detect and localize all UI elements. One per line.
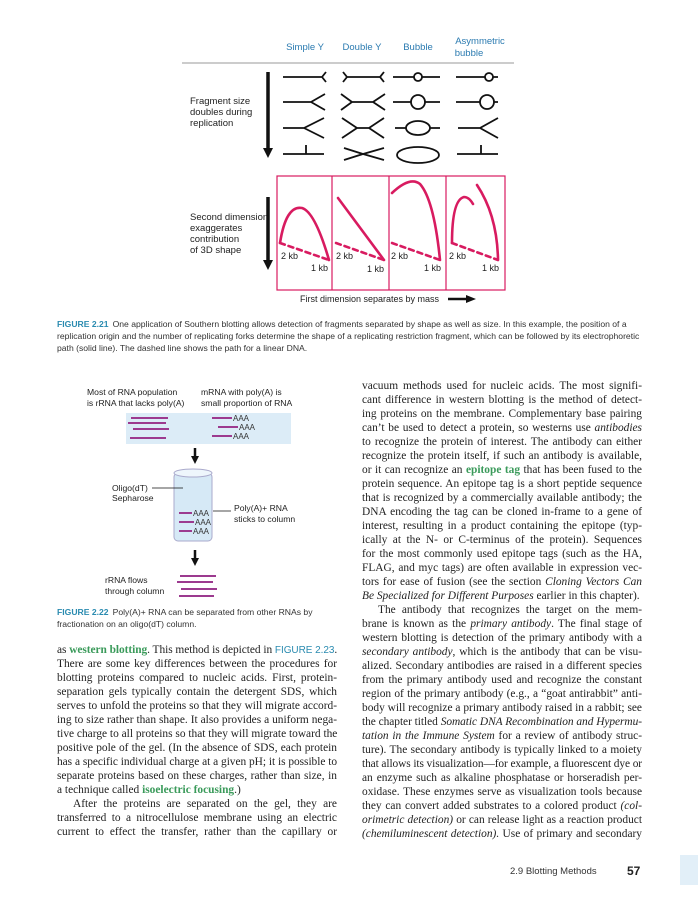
text-span: positive pole of the gel. (In the absence of SDS, each protein xyxy=(57,742,337,754)
key-term: western blotting xyxy=(69,644,148,656)
italic-text: Be Specialized for Different Purposes xyxy=(362,590,534,602)
text-line xyxy=(362,659,642,673)
italic-text: Cloning Vectors Can xyxy=(545,576,642,588)
text-line xyxy=(362,673,642,687)
text-span: serves to unfold the proteins so that they will migrate accord- xyxy=(57,700,337,712)
text-span: that allows its visualization—for example, a fluorescent dye or xyxy=(362,758,642,770)
text-span: protein sequence. An epitope tag is a short peptide sequence xyxy=(362,478,642,490)
text-span: region of the primary antibody (e.g., a “goat antirabbit” anti- xyxy=(362,688,642,700)
key-term: isoelectric focusing xyxy=(142,784,235,796)
text-line xyxy=(362,785,642,799)
text-span: brane is known as the xyxy=(362,618,471,630)
svg-text:Sepharose: Sepharose xyxy=(112,493,154,503)
label-1kb: 1 kb xyxy=(424,263,442,273)
text-span: blotting proteins compared to nucleic acids. First, protein- xyxy=(57,672,337,684)
replication-shapes xyxy=(283,72,498,163)
rrna-population-label: Most of RNA population xyxy=(87,387,178,397)
oligo-dt-label: Oligo(dT) xyxy=(112,483,148,493)
text-line xyxy=(362,687,642,701)
fragment-size-label xyxy=(190,96,252,129)
polya-tail: AAA xyxy=(193,527,210,536)
text-span: recognize the protein itself, if such an antibody is available, xyxy=(362,450,642,462)
text-line xyxy=(362,631,642,645)
text-line xyxy=(57,643,337,657)
text-span: . This method is depicted in xyxy=(147,644,275,656)
text-span: for a review of antibody struc- xyxy=(494,730,642,742)
svg-text:of 3D shape: of 3D shape xyxy=(190,245,242,256)
text-span: ture). The secondary antibody is typically linked to a moiety xyxy=(362,744,642,756)
text-span: .) xyxy=(234,784,241,796)
text-line xyxy=(57,769,337,783)
text-span: interest, resulting in a product containing the epitope (typ- xyxy=(362,520,642,532)
down-arrow-icon xyxy=(191,550,199,566)
text-span: tive charge to all proteins so that they will migrate toward the xyxy=(57,728,338,740)
text-span: an enzyme such as alkaline phosphatase or horseradish per- xyxy=(362,772,642,784)
text-span: as xyxy=(57,644,70,656)
text-span: the chapter titled xyxy=(362,716,441,728)
text-span: they can convert added substrates to a colored product xyxy=(362,800,621,812)
text-line xyxy=(362,799,642,813)
text-span: to recognize the protein of interest. The antibody can either xyxy=(362,436,642,448)
label-1kb: 1 kb xyxy=(482,263,500,273)
text-line xyxy=(362,617,642,631)
text-span: earlier in this chapter). xyxy=(533,590,640,602)
label-2kb: 2 kb xyxy=(281,251,299,261)
text-span: western blotting is detection of the primary antibody with a xyxy=(362,632,642,644)
text-line xyxy=(362,519,642,533)
text-line xyxy=(57,797,337,811)
italic-text: (col- xyxy=(620,800,642,812)
italic-text: secondary antibody xyxy=(362,646,453,658)
text-span: Use of primary and secondary xyxy=(499,828,642,840)
key-term: epitope tag xyxy=(465,464,521,476)
text-line xyxy=(362,729,642,743)
label-1kb: 1 kb xyxy=(367,264,385,274)
figure-2-21-diagram xyxy=(0,0,698,310)
text-line xyxy=(362,743,642,757)
text-line xyxy=(57,825,337,839)
svg-text:sticks to column: sticks to column xyxy=(234,514,296,524)
column-label-simple-y: Simple Y xyxy=(286,42,324,53)
text-span: separate proteins based on these charges, rather than size, in xyxy=(57,770,337,782)
figure-label: FIGURE 2.22 xyxy=(57,607,109,617)
italic-text: antibodies xyxy=(594,422,642,434)
text-span: . The final stage of xyxy=(551,618,642,630)
text-span: or can release light as a reaction product xyxy=(453,814,642,826)
figure-reference-link[interactable]: FIGURE 2.23 xyxy=(274,645,335,656)
polya-tail: AAA xyxy=(233,414,250,423)
figure-2-22-diagram xyxy=(0,380,350,610)
italic-text: tation in the Immune System xyxy=(362,730,495,742)
text-line xyxy=(362,701,642,715)
text-span: . xyxy=(334,644,338,656)
figure-2-22-caption xyxy=(57,606,327,630)
polya-tail: AAA xyxy=(193,509,210,518)
second-dimension-label xyxy=(190,212,268,256)
text-span: from the primary antibody used and recognize the constant xyxy=(362,674,642,686)
text-line xyxy=(362,575,642,589)
body-text-right-column xyxy=(362,379,642,841)
footer-section-title: 2.9 Blotting Methods xyxy=(510,866,597,877)
svg-text:is rRNA that lacks poly(A): is rRNA that lacks poly(A) xyxy=(87,398,185,408)
text-line xyxy=(57,671,337,685)
rrna-strands xyxy=(177,576,217,596)
text-span: ing proteins on the membrane. Complementary base pairing xyxy=(362,408,642,420)
column-label-bubble-2: bubble xyxy=(454,48,484,59)
down-arrow-icon xyxy=(263,72,273,158)
text-line xyxy=(362,407,642,421)
text-line xyxy=(57,755,337,769)
polya-tail: AAA xyxy=(195,518,212,527)
polya-sticks-label: Poly(A)+ RNA xyxy=(234,503,288,513)
gel-panels xyxy=(277,176,505,290)
text-line xyxy=(362,561,642,575)
text-span: oxidase. These enzymes serve as visualization tools because xyxy=(362,786,642,798)
page-tab-marker xyxy=(680,855,698,885)
body-text-left-column xyxy=(57,643,337,839)
text-line xyxy=(362,771,642,785)
text-span: current to effect the transfer, rather than the capillary or xyxy=(57,826,337,838)
text-line xyxy=(57,657,337,671)
text-span: ing to size rather than shape. It also provides a uniform nega- xyxy=(57,714,337,726)
text-span: that is recognized by a commercially available antibody; the xyxy=(362,492,642,504)
text-span: There are some key differences between the procedures for xyxy=(57,658,337,670)
text-line xyxy=(362,505,642,519)
text-span: has a specific individual charge at a given pH; it is possible to xyxy=(57,756,337,768)
text-span: a technique called xyxy=(57,784,143,796)
label-2kb: 2 kb xyxy=(449,251,467,261)
column-label-bubble: Bubble xyxy=(403,42,433,53)
svg-text:small proportion of RNA: small proportion of RNA xyxy=(201,398,293,408)
text-span: ically at the N- or C-terminus of the protein). Sequences xyxy=(362,534,642,546)
svg-text:Second dimension: Second dimension xyxy=(190,212,269,223)
column-label-asymmetric: Asymmetric xyxy=(455,36,505,47)
label-2kb: 2 kb xyxy=(391,251,409,261)
text-span: that has been fused to the xyxy=(520,464,642,476)
text-line xyxy=(362,435,642,449)
text-line xyxy=(362,827,642,841)
down-arrow-icon xyxy=(263,197,273,270)
text-line xyxy=(362,603,642,617)
svg-text:replication: replication xyxy=(190,118,234,129)
italic-text: (chemiluminescent detection). xyxy=(362,828,500,840)
svg-text:through column: through column xyxy=(105,586,165,596)
label-2kb: 2 kb xyxy=(336,251,354,261)
rrna-flows-label: rRNA flows xyxy=(105,575,148,585)
polya-tail: AAA xyxy=(233,432,250,441)
text-span: The antibody that recognizes the target on the mem- xyxy=(378,604,642,616)
caption-text: One application of Southern blotting allows detection of fragments separated by shape as well as size. In this example, the position of a replication origin and the number of replicating forks determine the shape of a replicating restriction fragment, which can be followed by its electrophoretic path (solid line). The dashed line shows the path for a linear DNA. xyxy=(57,319,640,353)
text-line xyxy=(362,757,642,771)
text-span: separation gels typically contain the detergent SDS, which xyxy=(57,686,337,698)
text-span: vacuum methods used for nucleic acids. The most signifi- xyxy=(362,380,642,392)
text-span: body will recognize a primary antibody raised in a rabbit; see xyxy=(362,702,642,714)
text-line xyxy=(57,699,337,713)
mrna-proportion-label: mRNA with poly(A) is xyxy=(201,387,282,397)
text-span: After the proteins are separated on the gel, they are xyxy=(73,798,337,810)
italic-text: primary antibody xyxy=(470,618,552,630)
text-line xyxy=(57,741,337,755)
text-line xyxy=(362,379,642,393)
column-label-double-y: Double Y xyxy=(342,42,382,53)
text-line xyxy=(362,645,642,659)
text-line xyxy=(57,783,337,797)
svg-text:doubles during: doubles during xyxy=(190,107,253,118)
text-line xyxy=(57,713,337,727)
svg-text:Fragment size: Fragment size xyxy=(190,96,251,107)
italic-text: orimetric detection) xyxy=(362,814,454,826)
first-dimension-label: First dimension separates by mass xyxy=(300,294,440,304)
text-line xyxy=(362,477,642,491)
text-line xyxy=(362,715,642,729)
text-line xyxy=(362,393,642,407)
text-span: for the most commonly used epitope tags (such as the HA, xyxy=(362,548,642,560)
text-span: tors for ease of fusion (see the section xyxy=(362,576,546,588)
caption-text: Poly(A)+ RNA can be separated from other RNAs by fractionation on an oligo(dT) column. xyxy=(57,607,313,629)
polya-tail: AAA xyxy=(239,423,256,432)
page-number: 57 xyxy=(627,864,641,878)
text-line xyxy=(57,727,337,741)
text-line xyxy=(362,547,642,561)
text-span: FLAG, and myc tags) are often available in expression vec- xyxy=(362,562,642,574)
text-span: can’t be used to detect a protein, so westerns use xyxy=(362,422,595,434)
text-line xyxy=(362,421,642,435)
text-span: or it can recognize an xyxy=(362,464,466,476)
text-span: alized. Secondary antibodies are raised in a different species xyxy=(362,660,642,672)
text-span: transferred to a nitrocellulose membrane using an electric xyxy=(57,812,337,824)
figure-2-21-caption xyxy=(57,318,657,354)
text-line xyxy=(57,685,337,699)
right-arrow-icon xyxy=(448,295,476,303)
figure-label: FIGURE 2.21 xyxy=(57,319,109,329)
svg-text:contribution: contribution xyxy=(190,234,240,245)
text-line xyxy=(362,491,642,505)
text-span: cant difference in western blotting is the method of detect- xyxy=(362,394,642,406)
text-line xyxy=(57,811,337,825)
text-line xyxy=(362,533,642,547)
text-line xyxy=(362,813,642,827)
text-line xyxy=(362,449,642,463)
text-line xyxy=(362,589,642,603)
svg-text:exaggerates: exaggerates xyxy=(190,223,243,234)
text-line xyxy=(362,463,642,477)
text-span: DNA encoding the tag can be cloned in-frame to a gene of xyxy=(362,506,642,518)
italic-text: Somatic DNA Recombination and Hypermu- xyxy=(440,716,642,728)
label-1kb: 1 kb xyxy=(311,263,329,273)
text-span: , which is the antibody that can be visu- xyxy=(452,646,642,658)
down-arrow-icon xyxy=(191,448,199,464)
